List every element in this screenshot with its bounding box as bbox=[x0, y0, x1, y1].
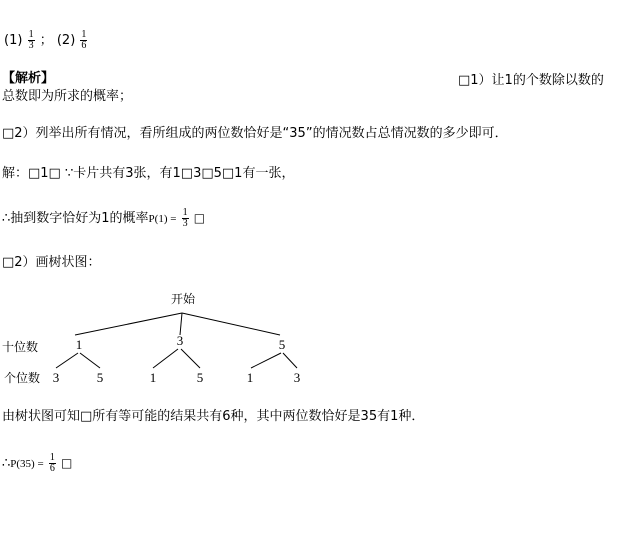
fraction-denominator: 3 bbox=[28, 40, 34, 51]
solution-line2-expr: P(1) = bbox=[148, 213, 177, 225]
tree-ones-node: 5 bbox=[96, 370, 104, 385]
fraction-numerator: 1 bbox=[182, 207, 188, 218]
tree-edge bbox=[180, 313, 182, 335]
analysis-hint2: □2）列举出所有情况，看所组成的两位数恰好是“35”的情况数占总情况数的多少即可． bbox=[2, 126, 508, 141]
tree-edge bbox=[80, 353, 100, 368]
fraction-denominator: 3 bbox=[182, 218, 188, 229]
tree-level1-label: 十位数 bbox=[2, 340, 39, 354]
fraction-denominator: 6 bbox=[81, 40, 87, 51]
tree-ones-node: 1 bbox=[149, 370, 157, 385]
tree-ones-node: 3 bbox=[293, 370, 301, 385]
answer-separator: ； bbox=[39, 33, 53, 48]
tree-edge bbox=[182, 313, 280, 335]
answer-part1-label: (1) bbox=[4, 33, 23, 48]
analysis-hint1-line1: □1）让1的个数除以数的 bbox=[458, 73, 604, 88]
solution-final bbox=[2, 453, 72, 474]
fraction-numerator: 1 bbox=[28, 29, 34, 40]
tree-ones-node: 1 bbox=[246, 370, 254, 385]
tree-root: 开始 bbox=[170, 292, 196, 306]
tree-edge bbox=[181, 349, 200, 368]
answer-line bbox=[4, 30, 88, 51]
tree-edge bbox=[153, 349, 178, 368]
tree-level2-label: 个位数 bbox=[4, 371, 41, 385]
tree-tens-node: 5 bbox=[278, 337, 286, 352]
tree-edge bbox=[56, 353, 78, 368]
tree-ones-node: 3 bbox=[52, 370, 60, 385]
solution-line3: □2）画树状图： bbox=[2, 255, 101, 270]
answer-part2-label: (2) bbox=[56, 33, 76, 48]
tree-diagram bbox=[0, 285, 330, 395]
solution-final-fraction bbox=[49, 453, 56, 474]
solution-final-tail: □ bbox=[60, 456, 73, 470]
solution-final-prefix: ∴ bbox=[2, 456, 11, 471]
tree-tens-node: 3 bbox=[176, 333, 184, 348]
solution-line2-fraction bbox=[182, 208, 189, 229]
fraction-numerator: 1 bbox=[81, 29, 87, 40]
fraction-denominator: 6 bbox=[49, 463, 55, 474]
solution-conclusion: 由树状图可知□所有等可能的结果共有6种，其中两位数恰好是35有1种． bbox=[2, 409, 425, 424]
solution-line1: 解：□1□ ∵卡片共有3张，有1□3□5□1有一张， bbox=[2, 166, 295, 181]
tree-edge bbox=[283, 353, 297, 368]
answer-part2-fraction bbox=[80, 30, 87, 51]
analysis-header: 【解析】 bbox=[2, 71, 55, 86]
fraction-numerator: 1 bbox=[49, 452, 55, 463]
answer-part1-fraction bbox=[28, 30, 35, 51]
tree-tens-node: 1 bbox=[75, 337, 83, 352]
solution-line2-tail: □ bbox=[193, 211, 206, 225]
solution-line2 bbox=[2, 208, 205, 229]
tree-ones-node: 5 bbox=[196, 370, 204, 385]
solution-final-expr: P(35) = bbox=[10, 458, 44, 470]
solution-line2-text: ∴抽到数字恰好为1的概率 bbox=[2, 211, 149, 226]
analysis-hint1-line2: 总数即为所求的概率； bbox=[2, 89, 133, 104]
tree-edge bbox=[251, 353, 281, 368]
tree-edge bbox=[75, 313, 182, 335]
